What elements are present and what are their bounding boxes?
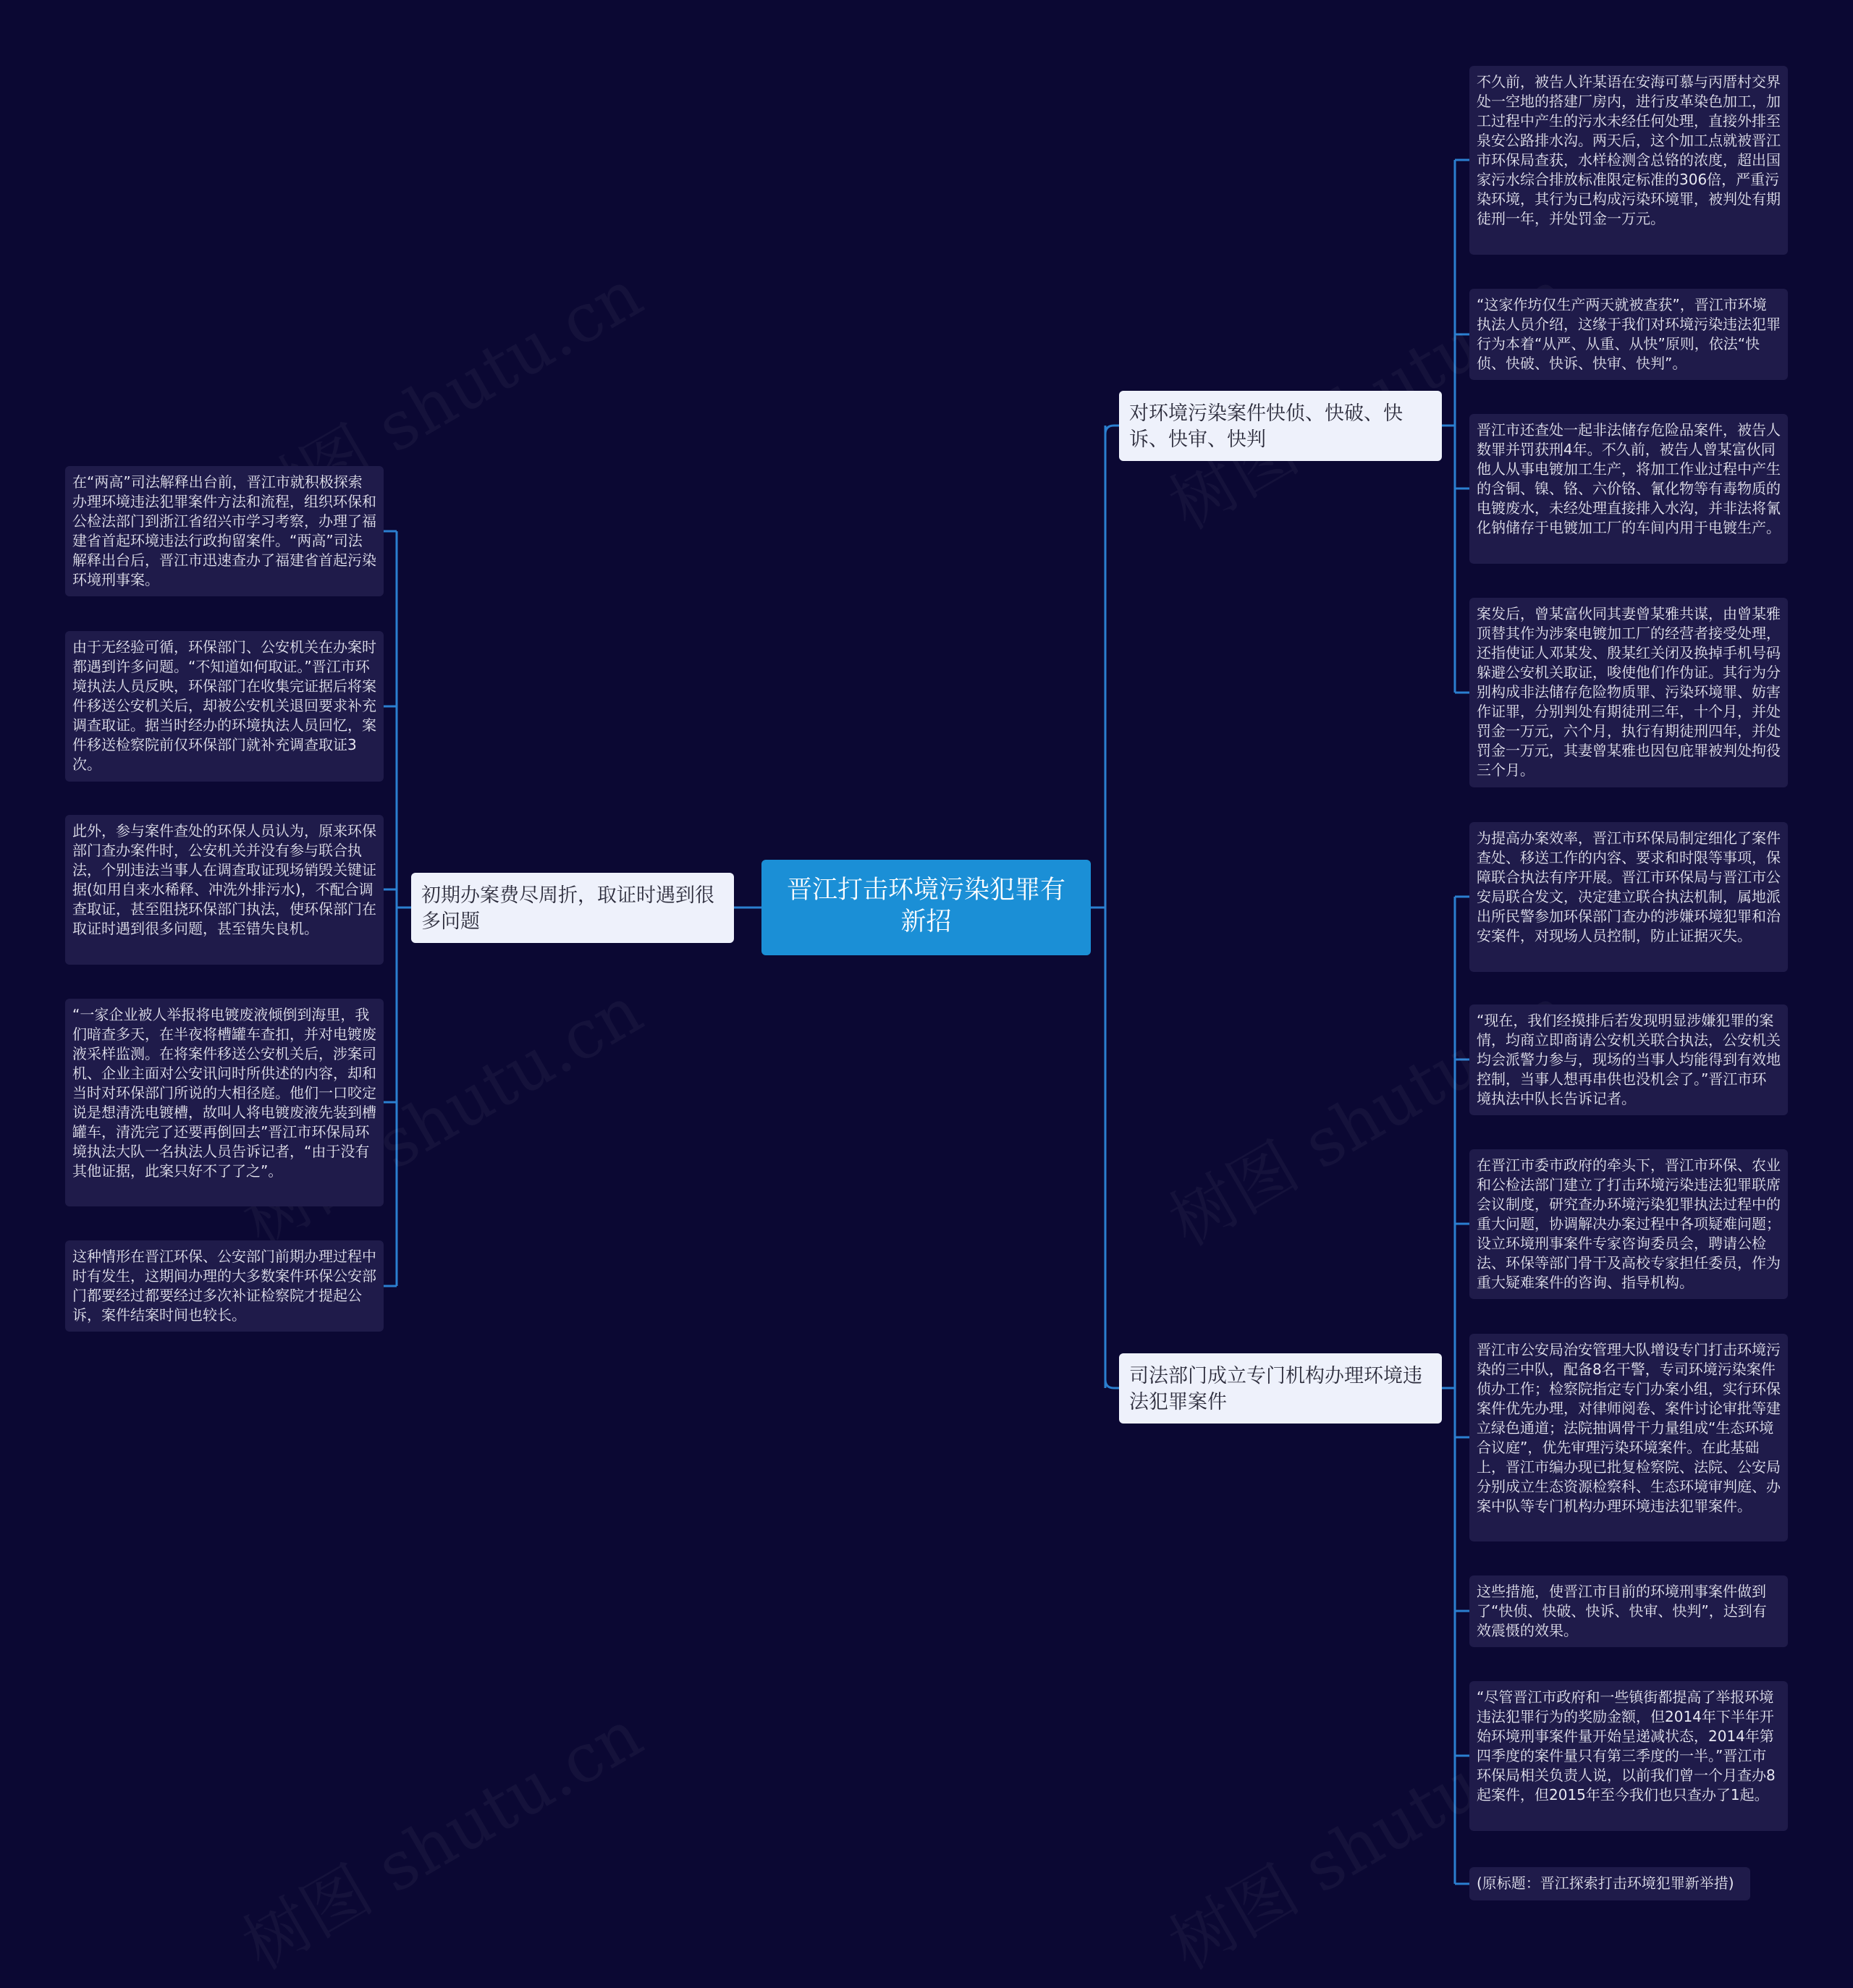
leaf-note[interactable]: 由于无经验可循，环保部门、公安机关在办案时都遇到许多问题。“不知道如何取证。”晋江市环境执法人员反映，环保部门在收集完证据后将案件移送公安机关后，却被公安机关退回要求补充调查取证。据当时经办的环境执法人员回忆，案件移送检察院前仅环保部门就补充调查取证3次。 [65, 631, 384, 782]
connector-line [1105, 426, 1119, 434]
connector-line [1105, 1379, 1119, 1388]
leaf-note[interactable]: 为提高办案效率，晋江市环保局制定细化了案件查处、移送工作的内容、要求和时限等事项，保障联合执法有序开展。晋江市环保局与晋江市公安局联合发文，决定建立联合执法机制，属地派出所民警参加环保部门查办的涉嫌环境犯罪和治安案件，对现场人员控制，防止证据灭失。 [1469, 822, 1788, 972]
root-topic[interactable]: 晋江打击环境污染犯罪有新招 [761, 860, 1091, 955]
branch-early-difficulties[interactable]: 初期办案费尽周折，取证时遇到很多问题 [411, 873, 734, 943]
leaf-note[interactable]: 这些措施，使晋江市目前的环境刑事案件做到了“快侦、快破、快诉、快审、快判”，达到有效震慑的效果。 [1469, 1575, 1788, 1647]
leaf-note[interactable]: 在晋江市委市政府的牵头下，晋江市环保、农业和公检法部门建立了打击环境污染违法犯罪联席会议制度，研究查办环境污染犯罪执法过程中的重大问题，协调解决办案过程中各项疑难问题；设立环境刑事案件专家咨询委员会，聘请公检法、环保等部门骨干及高校专家担任委员，作为重大疑难案件的咨询、指导机构。 [1469, 1149, 1788, 1299]
leaf-note[interactable]: 这种情形在晋江环保、公安部门前期办理过程中时有发生，这期间办理的大多数案件环保公安部门都要经过都要经过多次补证检察院才提起公诉，案件结案时间也较长。 [65, 1240, 384, 1332]
leaf-note[interactable]: (原标题：晋江探索打击环境犯罪新举措) [1469, 1867, 1750, 1900]
leaf-note[interactable]: 不久前，被告人许某语在安海可慕与丙厝村交界处一空地的搭建厂房内，进行皮革染色加工，加工过程中产生的污水未经任何处理，直接外排至泉安公路排水沟。两天后，这个加工点就被晋江市环保局查获，水样检测含总铬的浓度，超出国家污水综合排放标准限定标准的306倍，严重污染环境，其行为已构成污染环境罪，被判处有期徒刑一年，并处罚金一万元。 [1469, 66, 1788, 255]
leaf-note[interactable]: “现在，我们经摸排后若发现明显涉嫌犯罪的案情，均商立即商请公安机关联合执法，公安机关均会派警力参与，现场的当事人均能得到有效地控制，当事人想再串供也没机会了。”晋江市环境执法中队长告诉记者。 [1469, 1004, 1788, 1115]
leaf-note[interactable]: “尽管晋江市政府和一些镇街都提高了举报环境违法犯罪行为的奖励金额，但2014年下半年开始环境刑事案件量开始呈递减状态，2014年第四季度的案件量只有第三季度的一半。”晋江市环保局相关负责人说，以前我们曾一个月查办8起案件，但2015年至今我们也只查办了1起。 [1469, 1681, 1788, 1831]
leaf-note[interactable]: 晋江市还查处一起非法储存危险品案件，被告人数罪并罚获刑4年。不久前，被告人曾某富伙同他人从事电镀加工生产，将加工作业过程中产生的含铜、镍、铬、六价铬、氰化物等有毒物质的电镀废水，未经处理直接排入水沟，并非法将氰化钠储存于电镀加工厂的车间内用于电镀生产。 [1469, 414, 1788, 564]
leaf-note[interactable]: 晋江市公安局治安管理大队增设专门打击环境污染的三中队，配备8名干警，专司环境污染案件侦办工作；检察院指定专门办案小组，实行环保案件优先办理，对律师阅卷、案件讨论审批等建立绿色通道；法院抽调骨干力量组成“生态环境合议庭”，优先审理污染环境案件。在此基础上，晋江市编办现已批复检察院、法院、公安局分别成立生态资源检察科、生态环境审判庭、办案中队等专门机构办理环境违法犯罪案件。 [1469, 1334, 1788, 1541]
leaf-note[interactable]: 案发后，曾某富伙同其妻曾某雅共谋，由曾某雅顶替其作为涉案电镀加工厂的经营者接受处理，还指使证人邓某发、殷某红关闭及换掉手机号码躲避公安机关取证，唆使他们作伪证。其行为分别构成非法储存危险物质罪、污染环境罪、妨害作证罪，分别判处有期徒刑三年，十个月，并处罚金一万元，六个月，执行有期徒刑四年，并处罚金一万元，其妻曾某雅也因包庇罪被判处拘役三个月。 [1469, 598, 1788, 787]
leaf-note[interactable]: “这家作坊仅生产两天就被查获”，晋江市环境执法人员介绍，这缘于我们对环境污染违法犯罪行为本着“从严、从重、从快”原则，依法“快侦、快破、快诉、快审、快判”。 [1469, 289, 1788, 380]
leaf-note[interactable]: 在“两高”司法解释出台前，晋江市就积极探索办理环境违法犯罪案件方法和流程，组织环保和公检法部门到浙江省绍兴市学习考察，办理了福建省首起环境违法行政拘留案件。“两高”司法解释出台后，晋江市迅速查办了福建省首起污染环境刑事案。 [65, 466, 384, 596]
leaf-note[interactable]: 此外，参与案件查处的环保人员认为，原来环保部门查办案件时，公安机关并没有参与联合执法，个别违法当事人在调查取证现场销毁关键证据(如用自来水稀释、冲洗外排污水)，不配合调查取证，甚至阻挠环保部门执法，使环保部门在取证时遇到很多问题，甚至错失良机。 [65, 815, 384, 965]
branch-fast-handling[interactable]: 对环境污染案件快侦、快破、快诉、快审、快判 [1119, 391, 1442, 461]
branch-special-agencies[interactable]: 司法部门成立专门机构办理环境违法犯罪案件 [1119, 1353, 1442, 1424]
leaf-note[interactable]: “一家企业被人举报将电镀废液倾倒到海里，我们暗查多天，在半夜将槽罐车查扣，并对电镀废液采样监测。在将案件移送公安机关后，涉案司机、企业主面对公安讯问时所供述的内容，却和当时对环保部门所说的大相径庭。他们一口咬定说是想清洗电镀槽，故叫人将电镀废液先装到槽罐车，清洗完了还要再倒回去”晋江市环保局环境执法大队一名执法人员告诉记者，“由于没有其他证据，此案只好不了了之”。 [65, 999, 384, 1206]
